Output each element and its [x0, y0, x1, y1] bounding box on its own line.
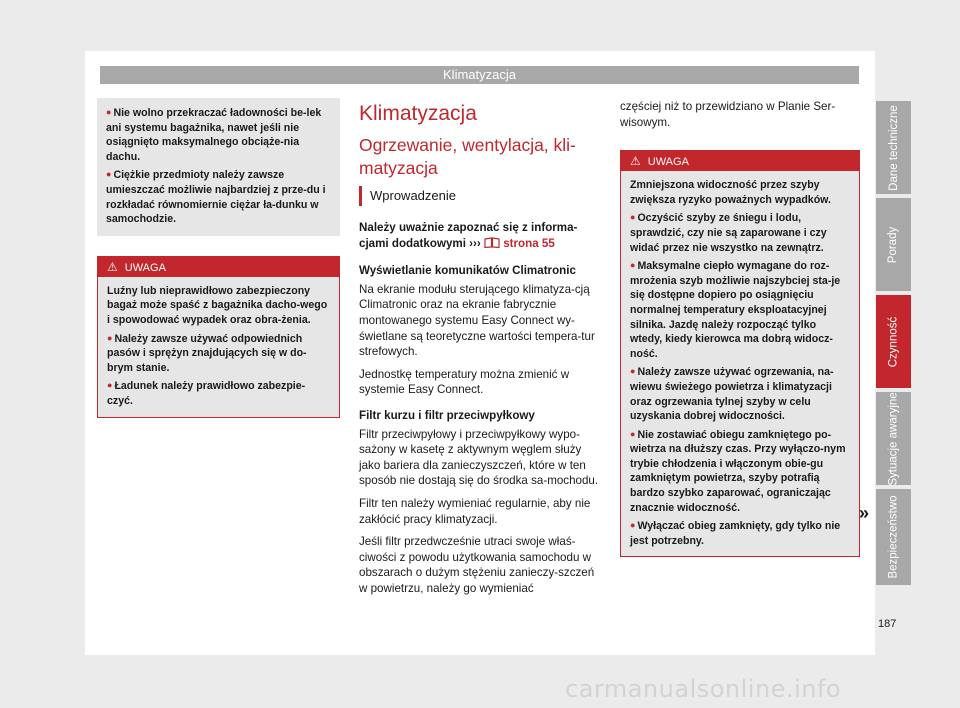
- warning-body: [621, 171, 859, 556]
- warning-box: [97, 256, 340, 418]
- paragraph: Filtr ten należy wymieniać regularnie, aby nie zakłócić pracy klimatyzacji.: [359, 496, 591, 526]
- continuation-paragraph: częściej niż to przewidziano w Planie Ser-wisowym.: [620, 100, 836, 129]
- warning-item: ● Wyłączać obieg zamknięty, gdy tylko nie jest potrzebny.: [630, 519, 850, 548]
- warning-item: ● Oczyścić szyby ze śniegu i lodu, sprawdzić, czy nie są zaparowane i czy widać przez nie wszystko na zewnątrz.: [630, 211, 850, 255]
- column-right: [620, 99, 860, 557]
- warning-header: [98, 257, 339, 277]
- section-title: Klimatyzacja: [359, 102, 477, 125]
- warning-label: UWAGA: [124, 261, 166, 274]
- tab-dane-techniczne[interactable]: [876, 101, 911, 194]
- subheading-filter: Filtr kurzu i filtr przeciwpyłkowy: [359, 408, 535, 422]
- warning-header: [621, 151, 859, 171]
- tab-label: Sytuacje awaryjne: [887, 391, 900, 486]
- section-subtitle: Ogrzewanie, wentylacja, kli-matyzacja: [359, 135, 576, 178]
- tab-czynnosc[interactable]: [876, 295, 911, 388]
- subheading-climatronic: Wyświetlanie komunikatów Climatronic: [359, 264, 576, 278]
- page-header: Klimatyzacja: [100, 66, 859, 84]
- book-icon: [484, 237, 500, 248]
- page-link[interactable]: strona 55: [503, 236, 555, 250]
- tab-bezpieczenstwo[interactable]: [876, 489, 911, 585]
- continue-chevron-icon: »: [859, 503, 870, 523]
- intro-paragraph: [359, 220, 604, 251]
- tab-label: Bezpieczeństwo: [887, 495, 900, 579]
- warning-item: ● Nie zostawiać obiegu zamkniętego po-wietrza na dłuższy czas. Przy wyłączo-nym trybie chłodzenia i włączonym obie-gu zamkniętym powietrza, szyby potrafią bardzo szybko zaparować, ograniczając znacznie widoczność.: [630, 428, 850, 516]
- paragraph: Jeśli filtr przedwcześnie utraci swoje właś-ciwości z powodu użytkowania samochodu w obszarach o dużym stężeniu zanieczy-szczeń w powietrzu, należy go wymieniać: [359, 535, 595, 595]
- info-item: ● Ciężkie przedmioty należy zawsze umieszczać możliwie najbardziej z prze-du i rozkładać równomiernie ciężar ła-dunku w samochodzie.: [106, 168, 331, 226]
- warning-box: [620, 150, 860, 557]
- warning-intro: Luźny lub nieprawidłowo zabezpieczony bagaż może spaść z bagażnika dacho-wego i spowodować wypadek oraz obra-żenia.: [107, 284, 328, 326]
- tab-label: Czynność: [887, 316, 900, 367]
- paragraph: Filtr przeciwpyłowy i przeciwpyłkowy wypo-sażony w kasetę z aktywnym węglem służy jako bariera dla zanieczyszczeń, które w ten sposób nie dostają się do środka sa-mochodu.: [359, 427, 599, 488]
- paragraph: Na ekranie modułu sterującego klimatyza-cją Climatronic oraz na ekranie fabrycznie montowanego systemu Easy Connect wy-świetlane są teoretyczne wartości tempera-tur strefowych.: [359, 282, 595, 359]
- warning-item: ● Należy zawsze używać ogrzewania, na-wiewu świeżego powietrza i klimatyzacji oraz ogrzewania tylnej szyby w celu uzyskania dobrej widoczności.: [630, 365, 850, 423]
- warning-label: UWAGA: [647, 156, 689, 169]
- warning-triangle-icon: ⚠: [107, 259, 118, 274]
- section-heading: Wprowadzenie: [359, 186, 604, 206]
- column-left: [97, 98, 340, 418]
- warning-body: [98, 277, 339, 417]
- tab-label: Porady: [887, 226, 900, 263]
- tab-sytuacje-awaryjne[interactable]: [876, 392, 911, 485]
- intro-text: Należy uważnie zapoznać się z informa-cjami dodatkowymi ›››: [359, 221, 578, 250]
- watermark: carmanualsonline.info: [565, 675, 842, 703]
- info-item: ● Nie wolno przekraczać ładowności be-lek ani systemu bagażnika, nawet jeśli nie osiągnięto maksymalnego obciąże-nia dachu.: [106, 106, 331, 164]
- warning-item: ● Należy zawsze używać odpowiednich pasów i sprężyn znajdujących się w do-brym stanie.: [107, 332, 330, 376]
- tab-porady[interactable]: [876, 198, 911, 291]
- page-number: 187: [878, 618, 897, 630]
- warning-item: ● Maksymalne ciepło wymagane do roz-mrożenia szyb możliwie najszybciej sta-je się dostępne dopiero po osiągnięciu normalnej temperatury eksploatacyjnej silnika. Jazdę należy rozpocząć tylko wtedy, kiedy kierowca ma dobrą widocz-ność.: [630, 259, 850, 361]
- column-middle: [359, 101, 604, 603]
- tab-label: Dane techniczne: [887, 104, 900, 191]
- paragraph: Jednostkę temperatury można zmienić w systemie Easy Connect.: [359, 367, 570, 397]
- info-box: [97, 98, 340, 236]
- warning-triangle-icon: ⚠: [630, 154, 641, 169]
- warning-item: ● Ładunek należy prawidłowo zabezpie-czyć.: [107, 379, 330, 408]
- warning-intro: Zmniejszona widoczność przez szyby zwiększa ryzyko poważnych wypadków.: [630, 179, 831, 206]
